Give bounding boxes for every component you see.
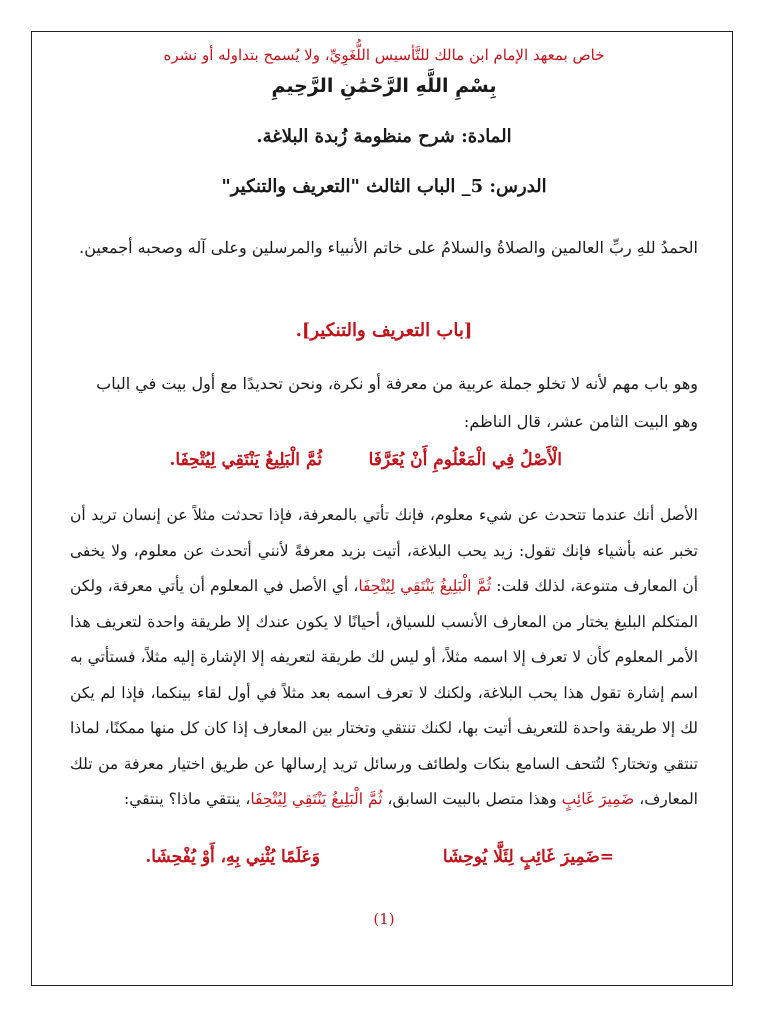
basmala: بِسْمِ اللَّهِ الرَّحْمَٰنِ الرَّحِيمِ bbox=[271, 75, 497, 97]
quoted-verse: ثُمَّ الْبَلِيغُ يَنْتَقِي لِيُتْحِفَا bbox=[358, 577, 492, 595]
quoted-phrase: ضَمِيرَ غَائِبٍ bbox=[561, 790, 635, 808]
copyright-notice: خاص بمعهد الإمام ابن مالك للتَّأسيس اللُّغَوِيِّ، ولا يُسمح بتداوله أو نشره bbox=[163, 46, 605, 64]
explanation-paragraph bbox=[70, 498, 698, 818]
chapter-intro-paragraph: وهو باب مهم لأنه لا تخلو جملة عربية من معرفة أو نكرة، ونحن تحديدًا مع أول بيت في الباب وهو البيت الثامن عشر، قال الناظم: bbox=[96, 374, 698, 431]
text-segment: وهذا متصل بالبيت السابق، bbox=[382, 790, 562, 808]
intro-paragraph: الحمدُ للهِ ربِّ العالمين والصلاةُ والسلامُ على خاتم الأنبياء والمرسلين وعلى آله وصحبه أجمعين. bbox=[79, 238, 698, 257]
verse-first-hemistich: الْأَصْلُ فِي الْمَعْلُومِ أَنْ يُعَرَّفَا bbox=[368, 450, 562, 470]
text-segment: ، أي الأصل في المعلوم أن يأتي معرفة، ولكن المتكلم البليغ يختار من المعارف الأنسب للسياق، أحيانًا لا يكون عندك إلا طريقة واحدة لتعريف هذا الأمر المعلوم كأن لا تعرف إلا اسمه مثلاً، أو ليس لك طريقة لتعريفه إلا الإشارة إليه مثلاً، فستأتي به اسم إشارة تقول هذا يحب البلاغة، ولكنك لا تعرف اسمه بعد مثلاً في أول لقاء بينكما، فإذا لم يكن لك إلا طريقة واحدة للتعريف أتيت بها، لكنك تنتقي وتختار بين المعارف إذا كان كل منها ممكنًا، لماذا تنتقي وتختار؟ لتُتحف السامع بنكات ولطائف ورسائل تريد إرسالها عن طريق اختيار معرفة من تلك المعارف، bbox=[70, 577, 698, 808]
subject-title: المادة: شرح منظومة زُبدة البلاغة. bbox=[256, 126, 512, 147]
text-segment: ، ينتقي ماذا؟ ينتقي: bbox=[124, 790, 251, 808]
text-segment: الأصل أنك عندما تتحدث عن شيء معلوم، فإنك تأتي بالمعرفة، فإذا تحدثت مثلاً عن إنسان تريد أن تخبر عنه بأشياء فإنك تقول: زيد يحب البلاغة، أتيت بزيد معرفةً لأنني أتحدث عن معلوم، ولا يخفى أن المعارف متنوعة، لذلك قلت: bbox=[70, 506, 699, 595]
verse-second-hemistich: ثُمَّ الْبَلِيغُ يَنْتَقِي لِيُتْحِفَا. bbox=[169, 450, 322, 470]
quoted-verse: ثُمَّ الْبَلِيغُ يَنْتَقِي لِيُتْحِفَا bbox=[250, 790, 383, 808]
lesson-title: الدرس: 5_ الباب الثالث "التعريف والتنكير" bbox=[221, 176, 547, 197]
page-number: (1) bbox=[373, 910, 395, 928]
verse-second-hemistich: وَعَلَمًا يُثْنِي بِهِ، أَوْ يُفْحِشَا. bbox=[145, 847, 320, 867]
verse-first-hemistich: =ضَمِيرَ غَائِبٍ لِئَلَّا يُوحِشَا bbox=[442, 847, 614, 867]
chapter-heading: [باب التعريف والتنكير]. bbox=[295, 320, 473, 341]
